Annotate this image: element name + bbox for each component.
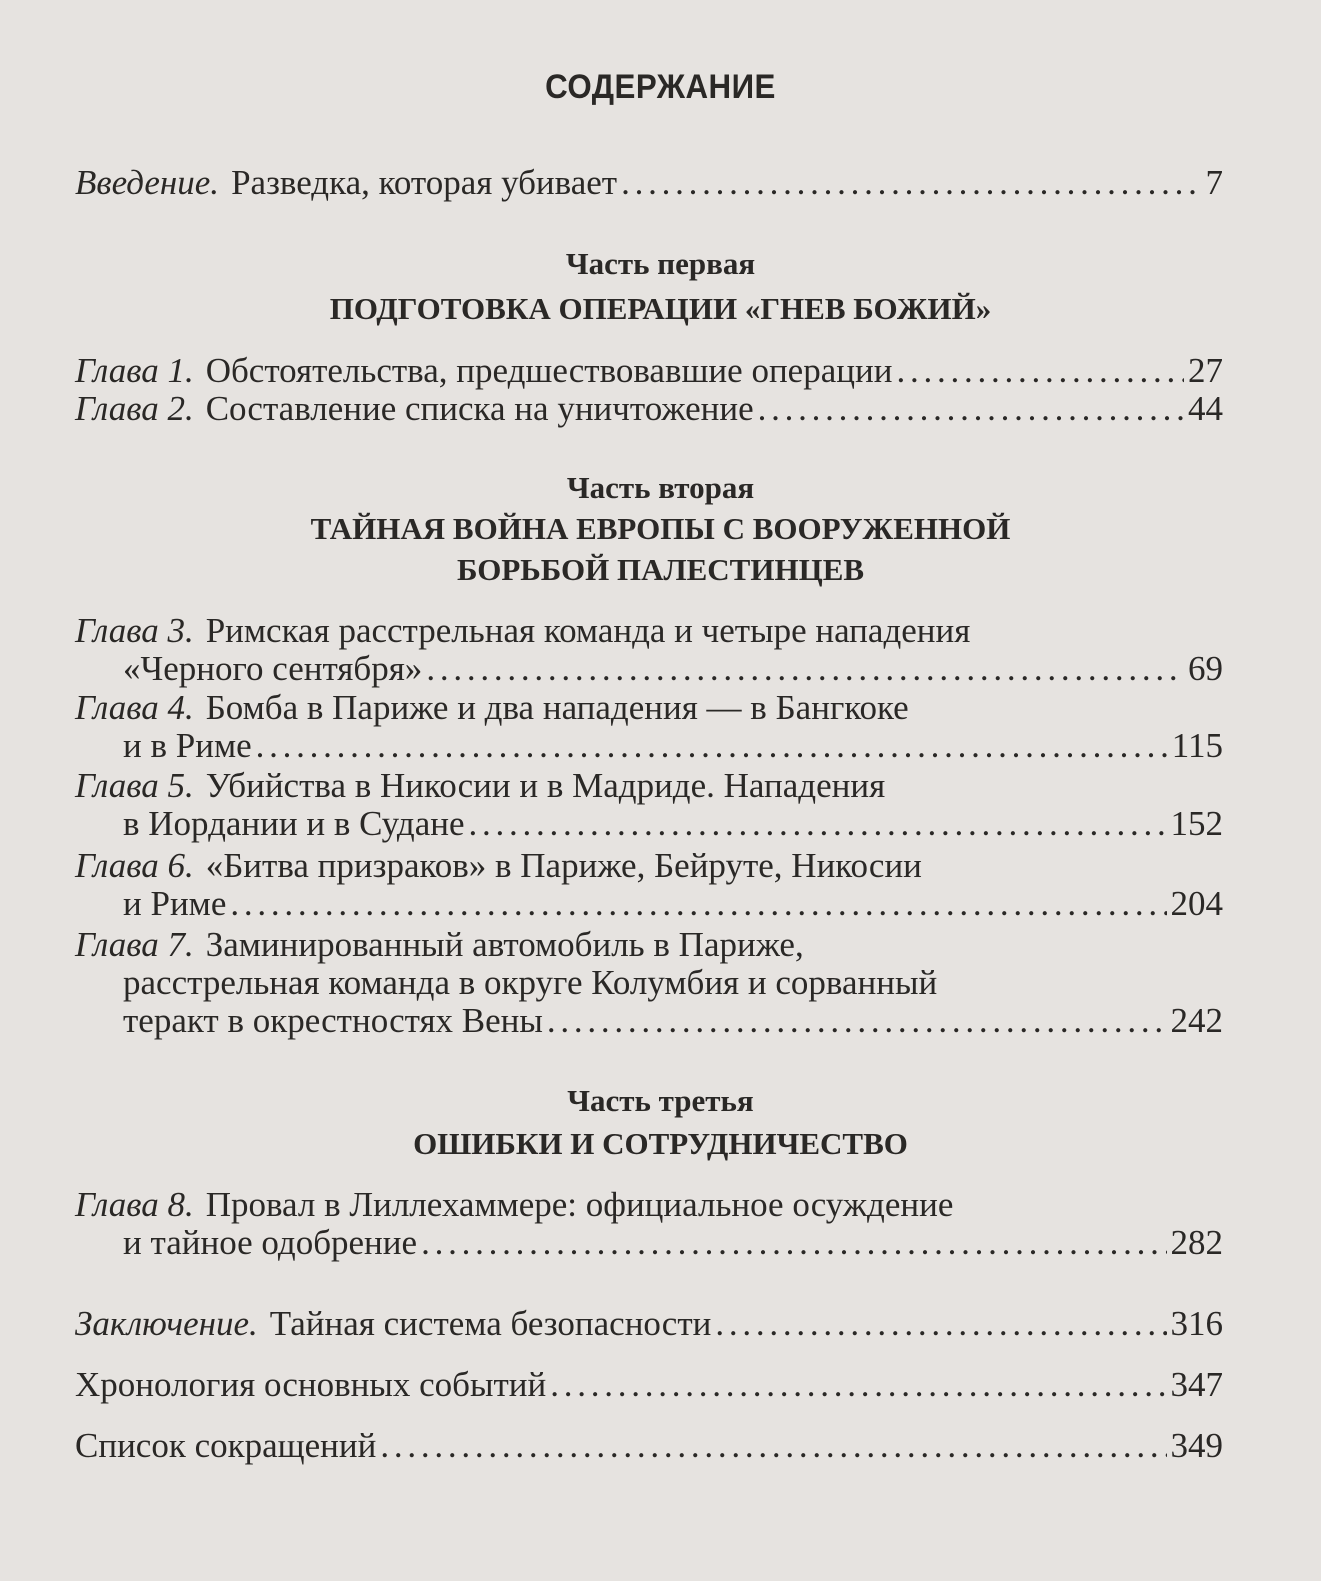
entry-text: и тайное одобрение [123, 1223, 418, 1262]
leader-dots [380, 1427, 1166, 1465]
entry-prefix: Глава 6. [75, 846, 194, 885]
toc-entry-abbreviations [75, 1427, 1223, 1465]
entry-prefix: Глава 4. [75, 688, 194, 727]
entry-prefix: Глава 7. [75, 925, 194, 964]
entry-prefix: Глава 5. [75, 766, 194, 805]
entry-text: Обстоятельства, предшествовавшие операции [205, 351, 893, 390]
entry-text: Заминированный автомобиль в Париже, [205, 925, 804, 964]
entry-text: Список сокращений [75, 1426, 377, 1465]
entry-prefix: Глава 3. [75, 611, 194, 650]
part-title-line: ОШИБКИ И СОТРУДНИЧЕСТВО [413, 1126, 908, 1161]
leader-dots [715, 1305, 1166, 1343]
page-number: 347 [1170, 1365, 1223, 1404]
page-number: 44 [1188, 389, 1223, 428]
part-title-line: ТАЙНАЯ ВОЙНА ЕВРОПЫ С ВООРУЖЕННОЙ [310, 511, 1011, 546]
entry-text: Римская расстрельная команда и четыре нападения [205, 611, 971, 650]
entry-prefix: Глава 8. [75, 1185, 194, 1224]
page-number: 316 [1170, 1304, 1223, 1343]
part-label: Часть третья [567, 1083, 754, 1118]
page-number: 69 [1188, 649, 1223, 688]
entry-text: «Битва призраков» в Париже, Бейруте, Никосии [205, 846, 922, 885]
part-label: Часть вторая [566, 470, 755, 505]
leader-dots [896, 352, 1184, 390]
toc-entry-chapter-4 [75, 689, 1223, 765]
toc-entry-chapter-6 [75, 847, 1223, 923]
toc-entry-chronology [75, 1366, 1223, 1404]
page-number: 115 [1171, 726, 1223, 765]
entry-text: Тайная система безопасности [269, 1304, 712, 1343]
entry-text: в Иордании и в Судане [123, 804, 465, 843]
entry-prefix: Заключение. [75, 1304, 258, 1343]
entry-text: и в Риме [123, 726, 252, 765]
page-number: 204 [1170, 884, 1223, 923]
leader-dots [256, 727, 1168, 765]
page-number: 349 [1170, 1426, 1223, 1465]
page-number: 152 [1170, 804, 1223, 843]
page-number: 7 [1205, 163, 1223, 202]
page-number: 27 [1188, 351, 1223, 390]
part-label: Часть первая [565, 246, 756, 281]
part-title [0, 508, 1321, 590]
toc-entry-chapter-8 [75, 1186, 1223, 1262]
toc-entry-chapter-1 [75, 352, 1223, 390]
toc-entry-chapter-5 [75, 767, 1223, 843]
toc-entry-chapter-7 [75, 926, 1223, 1040]
entry-text: Убийства в Никосии и в Мадриде. Нападения [205, 766, 886, 805]
page-number: 282 [1170, 1223, 1223, 1262]
page-number: 242 [1170, 1001, 1223, 1040]
entry-text: и Риме [123, 884, 227, 923]
entry-prefix: Глава 2. [75, 389, 194, 428]
part-title [0, 1123, 1321, 1164]
toc-entry-chapter-3 [75, 612, 1223, 688]
toc-entry-chapter-2 [75, 390, 1223, 428]
leader-dots [421, 1224, 1166, 1262]
entry-prefix: Введение. [75, 163, 220, 202]
leader-dots [426, 650, 1184, 688]
entry-prefix: Глава 1. [75, 351, 194, 390]
part-title [0, 288, 1321, 329]
entry-text: Хронология основных событий [75, 1365, 547, 1404]
entry-text: Провал в Лиллехаммере: официальное осуждение [205, 1185, 954, 1224]
leader-dots [469, 805, 1167, 843]
leader-dots [230, 885, 1166, 923]
part-title-line: БОРЬБОЙ ПАЛЕСТИНЦЕВ [456, 552, 865, 587]
entry-text: теракт в окрестностях Вены [123, 1001, 543, 1040]
leader-dots [621, 164, 1201, 202]
leader-dots [758, 390, 1184, 428]
entry-text: «Черного сентября» [123, 649, 423, 688]
entry-text: расстрельная команда в округе Колумбия и сорванный [123, 963, 938, 1002]
page-title: СОДЕРЖАНИЕ [545, 68, 776, 106]
toc-entry-conclusion [75, 1305, 1223, 1343]
part-title-line: ПОДГОТОВКА ОПЕРАЦИИ «ГНЕВ БОЖИЙ» [329, 291, 992, 326]
entry-text: Разведка, которая убивает [231, 163, 618, 202]
entry-text: Составление списка на уничтожение [205, 389, 754, 428]
leader-dots [547, 1002, 1167, 1040]
toc-entry-intro [75, 164, 1223, 202]
leader-dots [550, 1366, 1166, 1404]
entry-text: Бомба в Париже и два нападения — в Бангкоке [205, 688, 909, 727]
